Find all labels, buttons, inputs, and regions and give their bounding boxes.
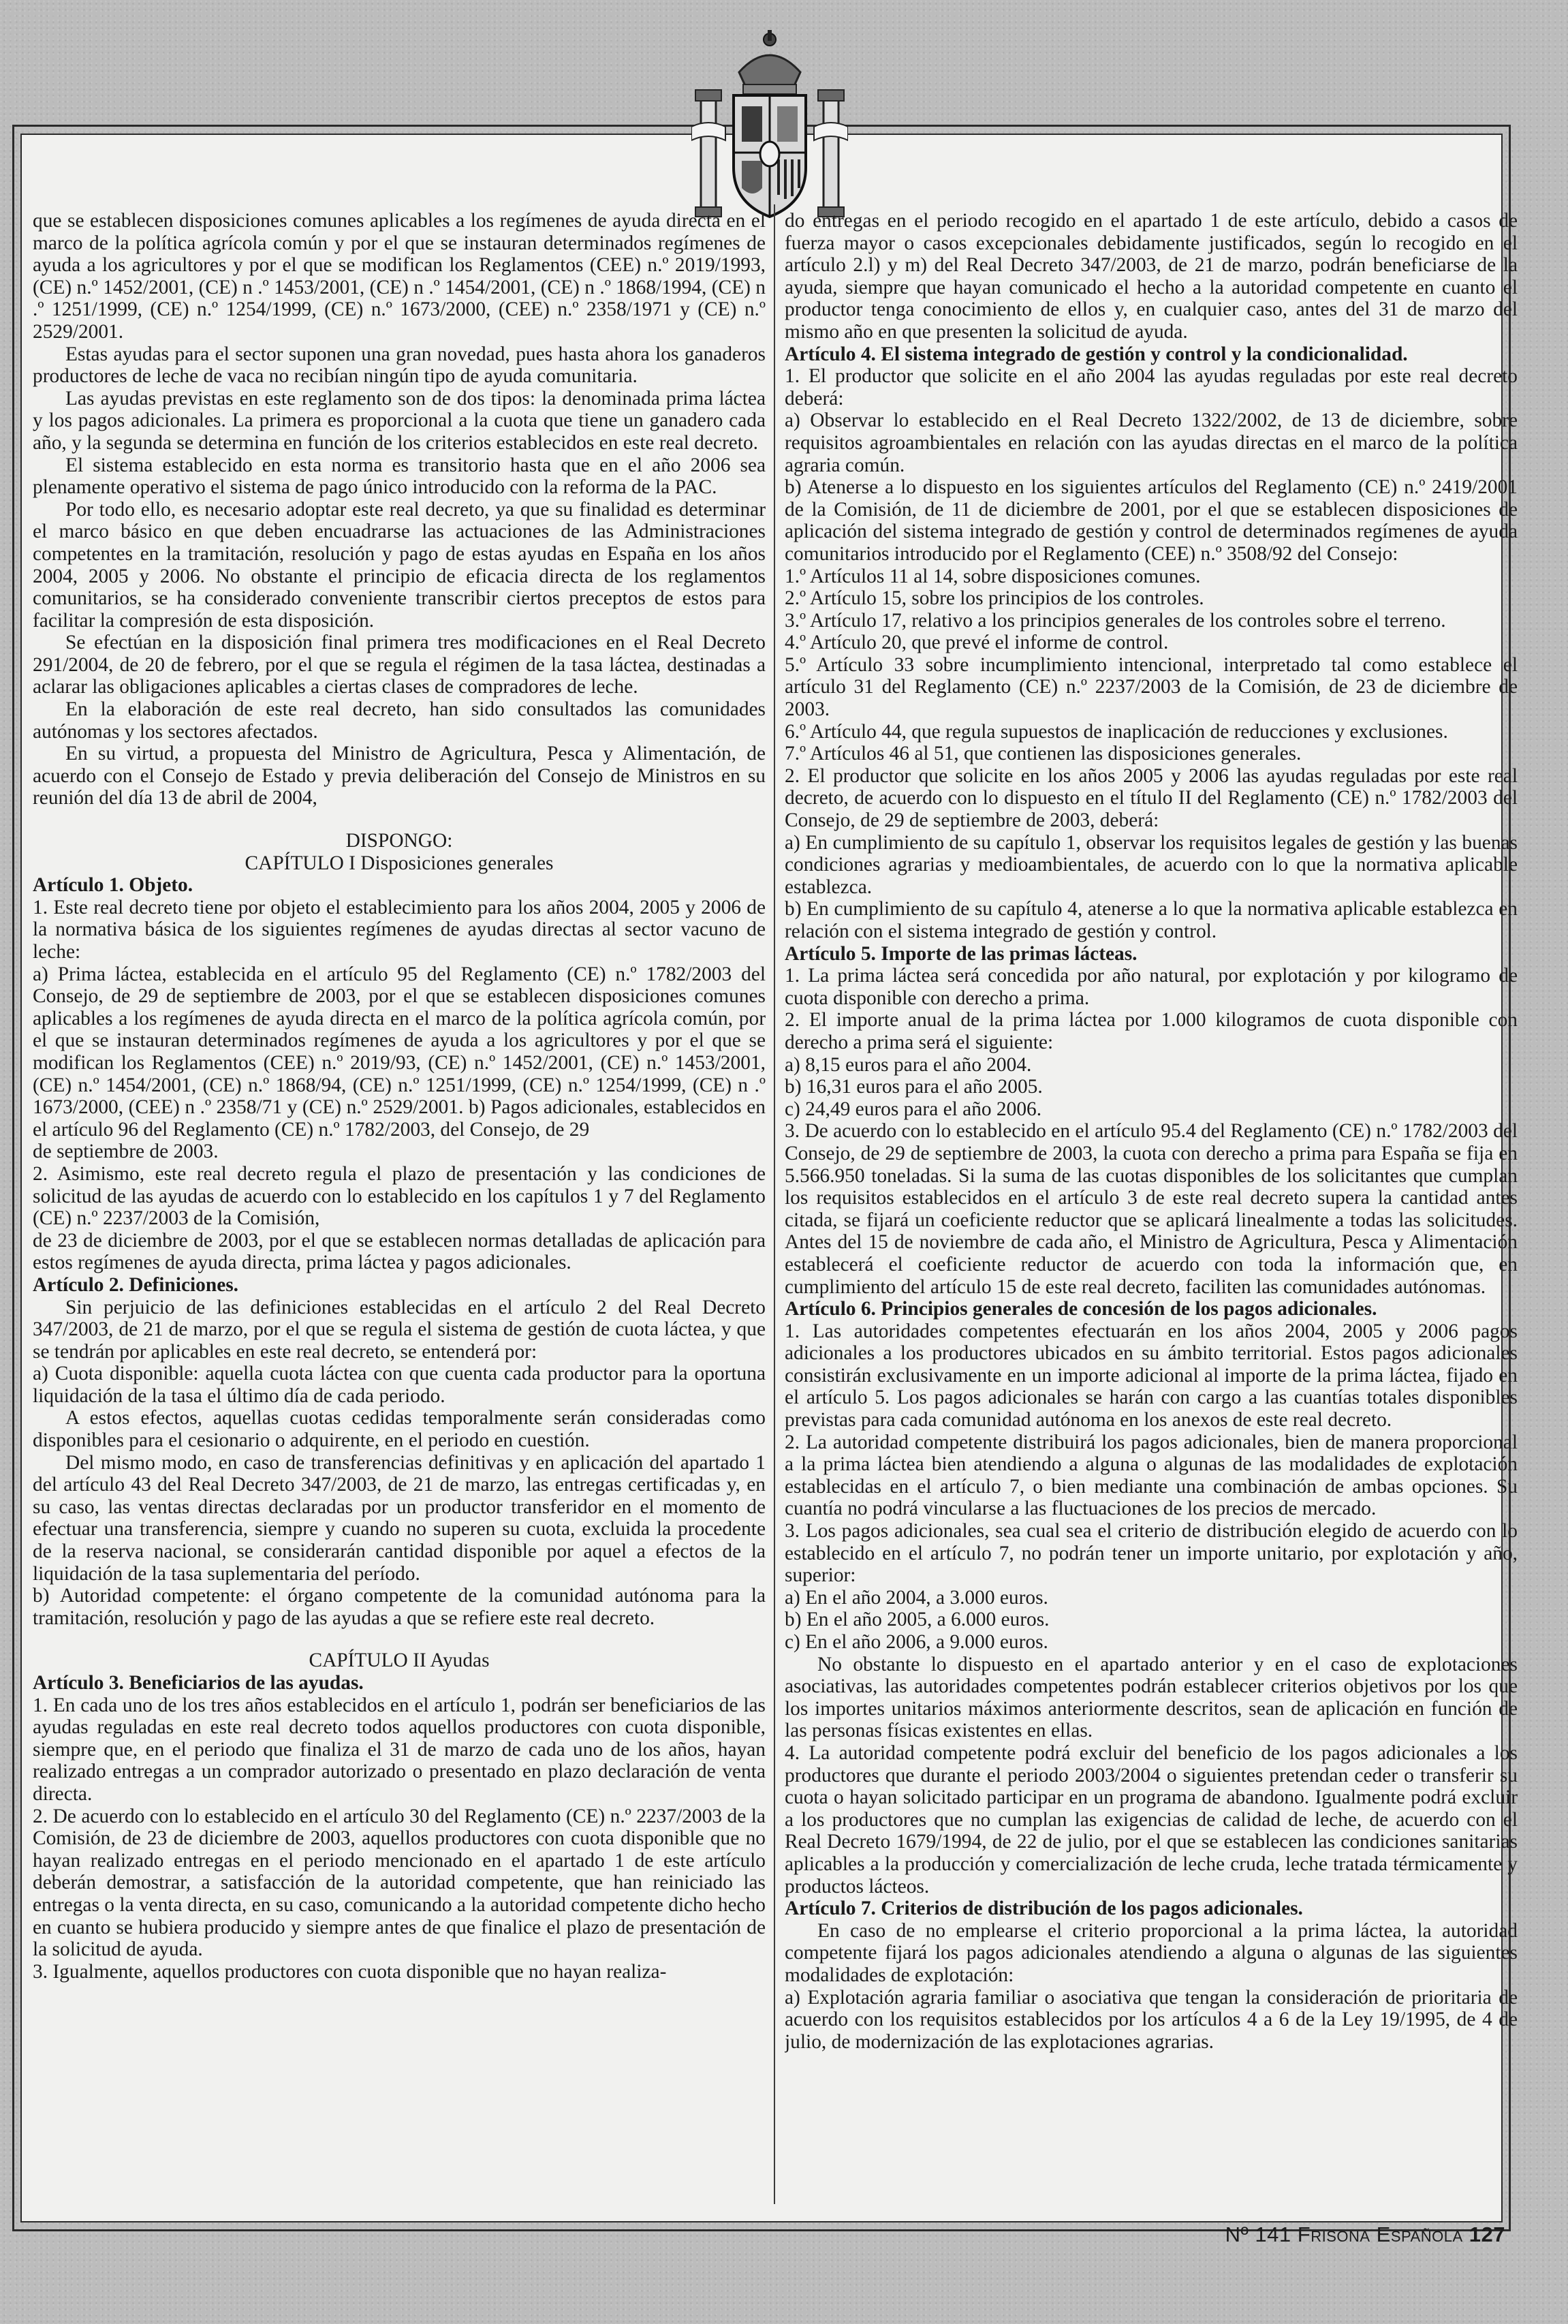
paragraph: 1. Este real decreto tiene por objeto el establecimiento para los años 2004, 2005 y 2006 de la normativa básica de los siguientes regímenes de ayudas directas al sector vacuno de leche: [33, 896, 766, 963]
paragraph: 1. En cada uno de los tres años establecidos en el artículo 1, podrán ser beneficiarios de las ayudas reguladas en este real decreto todos aquellos productores con cuota disponible, siempre que, en el periodo que finaliza el 31 de marzo de cada uno de los años, hayan realizado entregas a un comprador autorizado o presentado en plazo declaración de venta directa. [33, 1694, 766, 1805]
paragraph: b) 16,31 euros para el año 2005. [785, 1076, 1043, 1098]
paragraph: 6.º Artículo 44, que regula supuestos de inaplicación de reducciones y exclusiones. [785, 720, 1448, 743]
paragraph: 2. Asimismo, este real decreto regula el plazo de presentación y las condiciones de solicitud de las ayudas de acuerdo con lo establecido en los capítulos 1 y 7 del Reglamento (CE) n.º 2237/2003 de la Comisión, [33, 1162, 766, 1230]
article-heading: Artículo 5. Importe de las primas lácteas. [785, 942, 1138, 965]
article-heading: Artículo 7. Criterios de distribución de los pagos adicionales. [785, 1897, 1303, 1920]
paragraph: que se establecen disposiciones comunes aplicables a los regímenes de ayuda directa en el marco de la política agrícola común y por el que se instauran determinados regímenes de ayuda a los agricultores y por el que se modifican los Reglamentos (CEE) n.º 2019/1993, (CE) n.º 1452/2001, (CE) n .º 1453/2001, (CE) n .º 1454/2001, (CE) n .º 1868/1994, (CE) n .º 1251/1999, (CE) n.º 1254/1999, (CE) n.º 1673/2000, (CEE) n.º 2358/1971 y (CE) n.º 2529/2001. [33, 210, 766, 343]
paragraph: 1.º Artículos 11 al 14, sobre disposiciones comunes. [785, 565, 1201, 587]
paragraph: a) Observar lo establecido en el Real Decreto 1322/2002, de 13 de diciembre, sobre requisitos agroambientales en relación con las ayudas directas en el marco de la política agraria común. [785, 409, 1518, 476]
paragraph: CAPÍTULO II Ayudas [309, 1649, 490, 1672]
paragraph: En la elaboración de este real decreto, han sido consultados las comunidades autónomas y los sectores afectados. [33, 698, 766, 743]
paragraph: 2.º Artículo 15, sobre los principios de los controles. [785, 587, 1204, 610]
paragraph: El sistema establecido en esta norma es transitorio hasta que en el año 2006 sea plenamente operativo el sistema de pago único introducido con la reforma de la PAC. [33, 454, 766, 499]
paragraph: 2. La autoridad competente distribuirá los pagos adicionales, bien de manera proporcional a la prima láctea bien atendiendo a alguna o algunas de las modalidades de explotación establecidas en el artículo 7, o bien mediante una combinación de ambas opciones. Su cuantía no podrá vincularse a las fluctuaciones de los precios de mercado. [785, 1431, 1518, 1520]
paragraph: 4.º Artículo 20, que prevé el informe de control. [785, 632, 1169, 654]
paragraph: c) En el año 2006, a 9.000 euros. [785, 1631, 1048, 1653]
page-footer [1225, 2222, 1505, 2247]
column-divider [774, 204, 775, 2204]
paragraph: Por todo ello, es necesario adoptar este real decreto, ya que su finalidad es determinar el marco básico en que deben encuadrarse las actuaciones de las Administraciones competentes en la tramitación, resolución y pago de estas ayudas en España en los años 2004, 2005 y 2006. No obstante el principio de eficacia directa de los reglamentos comunitarios, se ha considerado conveniente transcribir ciertos preceptos de estos para facilitar la compresión de esta disposición. [33, 498, 766, 632]
paragraph: Las ayudas previstas en este reglamento son de dos tipos: la denominada prima láctea y los pagos adicionales. La primera es proporcional a la cuota que tiene un ganadero cada año, y la segunda se determina en función de los criterios establecidos en este real decreto. [33, 387, 766, 454]
paragraph: de septiembre de 2003. [33, 1141, 219, 1163]
paragraph: En caso de no emplearse el criterio proporcional a la prima láctea, la autoridad competente fijará los pagos adicionales atendiendo a alguna o algunas de las siguientes modalidades de explotación: [785, 1919, 1518, 1986]
paragraph: A estos efectos, aquellas cuotas cedidas temporalmente serán consideradas como disponibles para el cesionario o adquirente, en el periodo en cuestión. [33, 1407, 766, 1452]
paragraph: DISPONGO: [345, 830, 453, 852]
paragraph: 1. Las autoridades competentes efectuarán en los años 2004, 2005 y 2006 pagos adicionales a los productores ubicados en su ámbito territorial. Estos pagos adicionales consistirán exclusivamente en un importe adicional al importe de la prima láctea, fijado en el artículo 5. Los pagos adicionales se harán con cargo a las cuantías totales disponibles previstas para cada comunidad autónoma en los anexos de este real decreto. [785, 1320, 1518, 1431]
paragraph: En su virtud, a propuesta del Ministro de Agricultura, Pesca y Alimentación, de acuerdo con el Consejo de Estado y previa deliberación del Consejo de Ministros en su reunión del día 13 de abril de 2004, [33, 743, 766, 809]
paragraph: a) 8,15 euros para el año 2004. [785, 1053, 1032, 1076]
paragraph: CAPÍTULO I Disposiciones generales [245, 852, 554, 874]
paragraph: Estas ayudas para el sector suponen una gran novedad, pues hasta ahora los ganaderos productores de leche de vaca no recibían ningún tipo de ayuda comunitaria. [33, 343, 766, 388]
right-text-column [785, 210, 1518, 2194]
paragraph: Del mismo modo, en caso de transferencias definitivas y en aplicación del apartado 1 del artículo 43 del Real Decreto 347/2003, de 21 de marzo, las entregas certificadas y, en su caso, las ventas directas declaradas por un productor transferidor en el momento de efectuar una transferencia, siempre y cuando no superen su cuota, excluida la procedente de la reserva nacional, se considerarán cantidad disponible por aquel a efectos de la liquidación de la tasa suplementaria del período. [33, 1451, 766, 1585]
page-number: 127 [1469, 2222, 1505, 2246]
article-heading: Artículo 1. Objeto. [33, 874, 193, 897]
paragraph: a) En el año 2004, a 3.000 euros. [785, 1586, 1048, 1609]
paragraph: a) En cumplimiento de su capítulo 1, observar los requisitos legales de gestión y las buenas condiciones agrarias y medioambientales, de acuerdo con lo que la normativa aplicable establezca. [785, 831, 1518, 898]
article-heading: Artículo 4. El sistema integrado de gestión y control y la condicionalidad. [785, 343, 1408, 365]
paragraph: 2. El productor que solicite en los años 2005 y 2006 las ayudas reguladas por este real decreto, de acuerdo con lo dispuesto en el título II del Reglamento (CE) n.º 1782/2003 del Consejo, de 29 de septiembre de 2003, deberá: [785, 764, 1518, 832]
paragraph: 7.º Artículos 46 al 51, que contienen las disposiciones generales. [785, 743, 1302, 765]
article-heading: Artículo 6. Principios generales de concesión de los pagos adicionales. [785, 1298, 1377, 1320]
left-text-column [33, 210, 766, 2194]
paragraph: a) Prima láctea, establecida en el artículo 95 del Reglamento (CE) n.º 1782/2003 del Consejo, de 29 de septiembre de 2003, por el que se establecen disposiciones comunes aplicables a los regímenes de ayuda directa en el marco de la política agrícola común, por el que se instauran determinados regímenes de ayuda a los agricultores y por el que se modifican los Reglamentos (CEE) n.º 2019/93, (CE) n.º 1452/2001, (CE) n.º 1453/2001, (CE) n.º 1454/2001, (CE) n.º 1868/94, (CE) n.º 1251/1999, (CE) n.º 1254/1999, (CE) n .º 1673/2000, (CEE) n .º 2358/71 y (CE) n.º 2529/2001. b) Pagos adicionales, establecidos en el artículo 96 del Reglamento (CE) n.º 1782/2003, del Consejo, de 29 [33, 963, 766, 1141]
paragraph: 2. De acuerdo con lo establecido en el artículo 30 del Reglamento (CE) n.º 2237/2003 de la Comisión, de 23 de diciembre de 2003, aquellos productores con cuota disponible que no hayan realizado entregas en el periodo mencionado en el apartado 1 de este artículo deberán demostrar, a satisfacción de la autoridad competente, que han reiniciado las entregas o la venta directa, en su caso, comunicando a la autoridad competente dicho hecho en cuanto se hubiera producido y siempre antes de que finalice el plazo de presentación de la solicitud de ayuda. [33, 1805, 766, 1961]
paragraph: Sin perjuicio de las definiciones establecidas en el artículo 2 del Real Decreto 347/2003, de 21 de marzo, por el que se regula el sistema de gestión de cuota láctea, y que se tendrán por aplicables en este real decreto, se entenderá por: [33, 1296, 766, 1363]
paragraph: 1. El productor que solicite en el año 2004 las ayudas reguladas por este real decreto deberá: [785, 365, 1518, 409]
paragraph: 3.º Artículo 17, relativo a los principios generales de los controles sobre el terreno. [785, 609, 1446, 632]
paragraph: 5.º Artículo 33 sobre incumplimiento intencional, interpretado tal como establece el artículo 31 del Reglamento (CE) n.º 2237/2003 de la Comisión, de 23 de diciembre de 2003. [785, 653, 1518, 721]
paragraph: do entregas en el periodo recogido en el apartado 1 de este artículo, debido a casos de fuerza mayor o casos excepcionales debidamente justificados, según lo recogido en el artículo 2.l) y m) del Real Decreto 347/2003, de 21 de marzo, podrán beneficiarse de la ayuda, siempre que hayan comunicado el hecho a la autoridad competente en cuanto el productor tenga conocimiento de ellos y, en cualquier caso, antes del 31 de marzo del mismo año en que presenten la solicitud de ayuda. [785, 210, 1518, 343]
paragraph: 3. Los pagos adicionales, sea cual sea el criterio de distribución elegido de acuerdo con lo establecido en el artículo 7, no podrán tener un importe unitario, por explotación y año, superior: [785, 1520, 1518, 1587]
coat-of-arms-icon [691, 25, 848, 228]
paragraph: Se efectúan en la disposición final primera tres modificaciones en el Real Decreto 291/2004, de 20 de febrero, por el que se regula el régimen de la tasa láctea, destinadas a aclarar las obligaciones aplicables a ciertas clases de compradores de leche. [33, 632, 766, 698]
paragraph: No obstante lo dispuesto en el apartado anterior y en el caso de explotaciones asociativas, las autoridades competentes podrán establecer criterios objetivos por los que los importes unitarios máximos anteriormente descritos, sean de aplicación en función de las personas físicas existentes en ellas. [785, 1653, 1518, 1742]
paragraph: a) Cuota disponible: aquella cuota láctea con que cuenta cada productor para la oportuna liquidación de la tasa el último día de cada periodo. [33, 1363, 766, 1407]
paragraph: 2. El importe anual de la prima láctea por 1.000 kilogramos de cuota disponible con derecho a prima será el siguiente: [785, 1009, 1518, 1053]
paragraph: 1. La prima láctea será concedida por año natural, por explotación y por kilogramo de cuota disponible con derecho a prima. [785, 965, 1518, 1009]
issue-number: Nº 141 [1225, 2222, 1291, 2246]
paragraph: c) 24,49 euros para el año 2006. [785, 1098, 1042, 1120]
article-heading: Artículo 2. Definiciones. [33, 1273, 239, 1296]
paragraph: 4. La autoridad competente podrá excluir del beneficio de los pagos adicionales a los productores que durante el periodo 2003/2004 o siguientes pretendan ceder o transferir su cuota o hayan solicitado participar en un programa de abandono. Igualmente podrá excluir a los productores que no cumplan las exigencias de calidad de leche, de acuerdo con el Real Decreto 1679/1994, de 22 de julio, por el que se establecen las condiciones sanitarias aplicables a la producción y comercialización de leche cruda, leche tratada térmicamente y productos lácteos. [785, 1741, 1518, 1897]
paragraph: a) Explotación agraria familiar o asociativa que tengan la consideración de prioritaria de acuerdo con los requisitos establecidos por los artículos 4 a 6 de la Ley 19/1995, de 4 de julio, de modernización de las explotaciones agrarias. [785, 1986, 1518, 2053]
paragraph: 3. De acuerdo con lo establecido en el artículo 95.4 del Reglamento (CE) n.º 1782/2003 del Consejo, de 29 de septiembre de 2003, la cuota con derecho a prima para España se fija en 5.566.950 toneladas. Si la suma de las cuotas disponibles de los solicitantes que cumplan los requisitos establecidos en el artículo 3 de este real decreto supera la cantidad antes citada, se fijará un coeficiente reductor que se aplicará linealmente a todas las solicitudes. Antes del 15 de noviembre de cada año, el Ministro de Agricultura, Pesca y Alimentación establecerá el coeficiente reductor de acuerdo con toda la información que, en cumplimiento del artículo 15 de este real decreto, faciliten las comunidades autónomas. [785, 1120, 1518, 1298]
article-heading: Artículo 3. Beneficiarios de las ayudas. [33, 1672, 364, 1694]
paragraph: 3. Igualmente, aquellos productores con cuota disponible que no hayan realiza- [33, 1960, 667, 1983]
paragraph: b) En cumplimiento de su capítulo 4, atenerse a lo que la normativa aplicable establezca en relación con el sistema integrado de gestión y control. [785, 898, 1518, 942]
paragraph: b) Autoridad competente: el órgano competente de la comunidad autónoma para la tramitación, resolución y pago de las ayudas a que se refiere este real decreto. [33, 1585, 766, 1629]
paragraph: de 23 de diciembre de 2003, por el que se establecen normas detalladas de aplicación para estos regímenes de ayuda directa, prima láctea y pagos adicionales. [33, 1229, 766, 1274]
paragraph: b) En el año 2005, a 6.000 euros. [785, 1609, 1050, 1631]
magazine-name: Frisona Española [1297, 2222, 1463, 2246]
paragraph: b) Atenerse a lo dispuesto en los siguientes artículos del Reglamento (CE) n.º 2419/2001 de la Comisión, de 11 de diciembre de 2001, por el que se establecen disposiciones de aplicación del sistema integrado de gestión y control de determinados regímenes de ayuda comunitarios introducido por el Reglamento (CEE) n.º 3508/92 del Consejo: [785, 476, 1518, 565]
